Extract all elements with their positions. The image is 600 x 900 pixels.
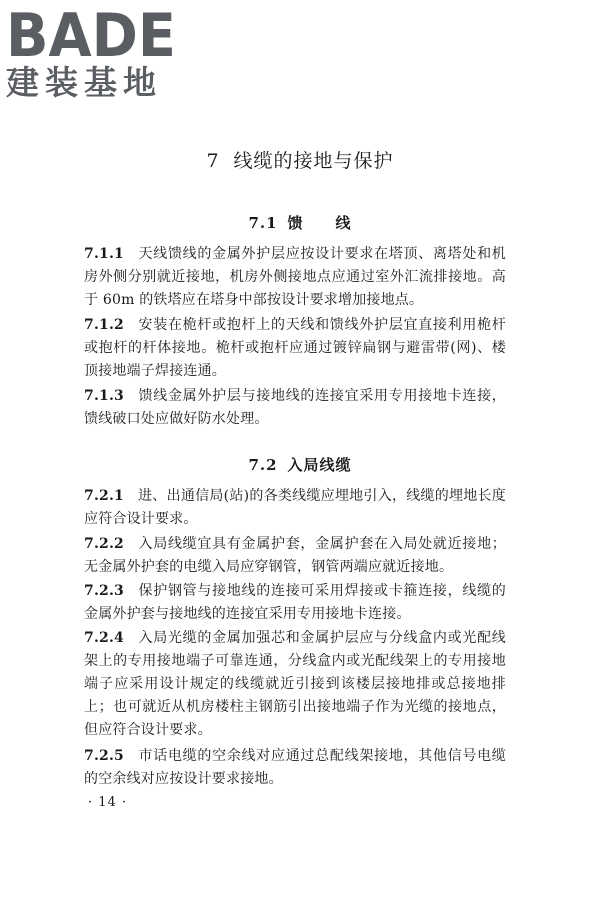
clause-paragraph xyxy=(84,314,506,383)
bade-logo-mark xyxy=(6,4,178,62)
clause-paragraph xyxy=(84,627,506,742)
clause-text: 保护钢管与接地线的连接可采用焊接或卡箍连接，线缆的金属外护套与接地线的连接宜采用专用接地卡连接。 xyxy=(84,583,506,622)
clause-number: 7.2.2 xyxy=(84,536,124,552)
clause-text: 安装在桅杆或抱杆上的天线和馈线外护层宜直接利用桅杆或抱杆的杆体接地。桅杆或抱杆应通过镀锌扁钢与避雷带(网)、楼顶接地端子焊接连通。 xyxy=(84,317,506,379)
clause-paragraph xyxy=(84,745,506,791)
clause-number: 7.2.3 xyxy=(84,583,124,599)
clause-paragraph xyxy=(84,533,506,579)
section-heading xyxy=(0,212,600,233)
section-number: 7.2 xyxy=(248,456,278,474)
logo-subtitle: 建装基地 xyxy=(6,63,162,102)
clause-text: 进、出通信局(站)的各类线缆应埋地引入，线缆的埋地长度应符合设计要求。 xyxy=(84,488,506,527)
clause-text: 馈线金属外护层与接地线的连接宜采用专用接地卡连接，馈线破口处应做好防水处理。 xyxy=(84,388,506,427)
page-number: · 14 · xyxy=(88,795,128,810)
clause-paragraph xyxy=(84,385,506,431)
clause-number: 7.2.5 xyxy=(84,748,124,764)
clause-text: 入局线缆宜具有金属护套，金属护套在入局处就近接地；无金属外护套的电缆入局应穿钢管，钢管两端应就近接地。 xyxy=(84,536,506,575)
chapter-title xyxy=(0,146,600,173)
clause-text: 市话电缆的空余线对应通过总配线架接地，其他信号电缆的空余线对应按设计要求接地。 xyxy=(84,748,506,787)
clause-paragraph xyxy=(84,580,506,626)
clause-number: 7.1.3 xyxy=(84,388,124,404)
section-title: 入局线缆 xyxy=(287,456,352,474)
section-title: 馈 线 xyxy=(287,214,352,232)
chapter-number: 7 xyxy=(206,150,220,172)
section-heading xyxy=(0,454,600,475)
clause-number: 7.1.2 xyxy=(84,317,124,333)
clause-number: 7.1.1 xyxy=(84,246,124,262)
clause-paragraph xyxy=(84,485,506,531)
clause-number: 7.2.4 xyxy=(84,630,124,646)
clause-text: 入局光缆的金属加强芯和金属护层应与分线盒内或光配线架上的专用接地端子可靠连通，分线盒内或光配线架上的专用接地端子应采用设计规定的线缆就近引接到该楼层接地排或总接地排上；也可就近从机房楼柱主钢筋引出接地端子作为光缆的接地点，但应符合设计要求。 xyxy=(84,630,506,738)
clause-text: 天线馈线的金属外护层应按设计要求在塔顶、离塔处和机房外侧分别就近接地，机房外侧接地点应通过室外汇流排接地。高于 60m 的铁塔应在塔身中部按设计要求增加接地点。 xyxy=(84,246,506,308)
clause-paragraph xyxy=(84,243,506,312)
section-number: 7.1 xyxy=(248,214,278,232)
chapter-title-text: 线缆的接地与保护 xyxy=(233,150,394,172)
bade-logo xyxy=(6,4,178,102)
bade-logo-wordmark: BADE xyxy=(6,4,176,62)
clause-number: 7.2.1 xyxy=(84,488,124,504)
